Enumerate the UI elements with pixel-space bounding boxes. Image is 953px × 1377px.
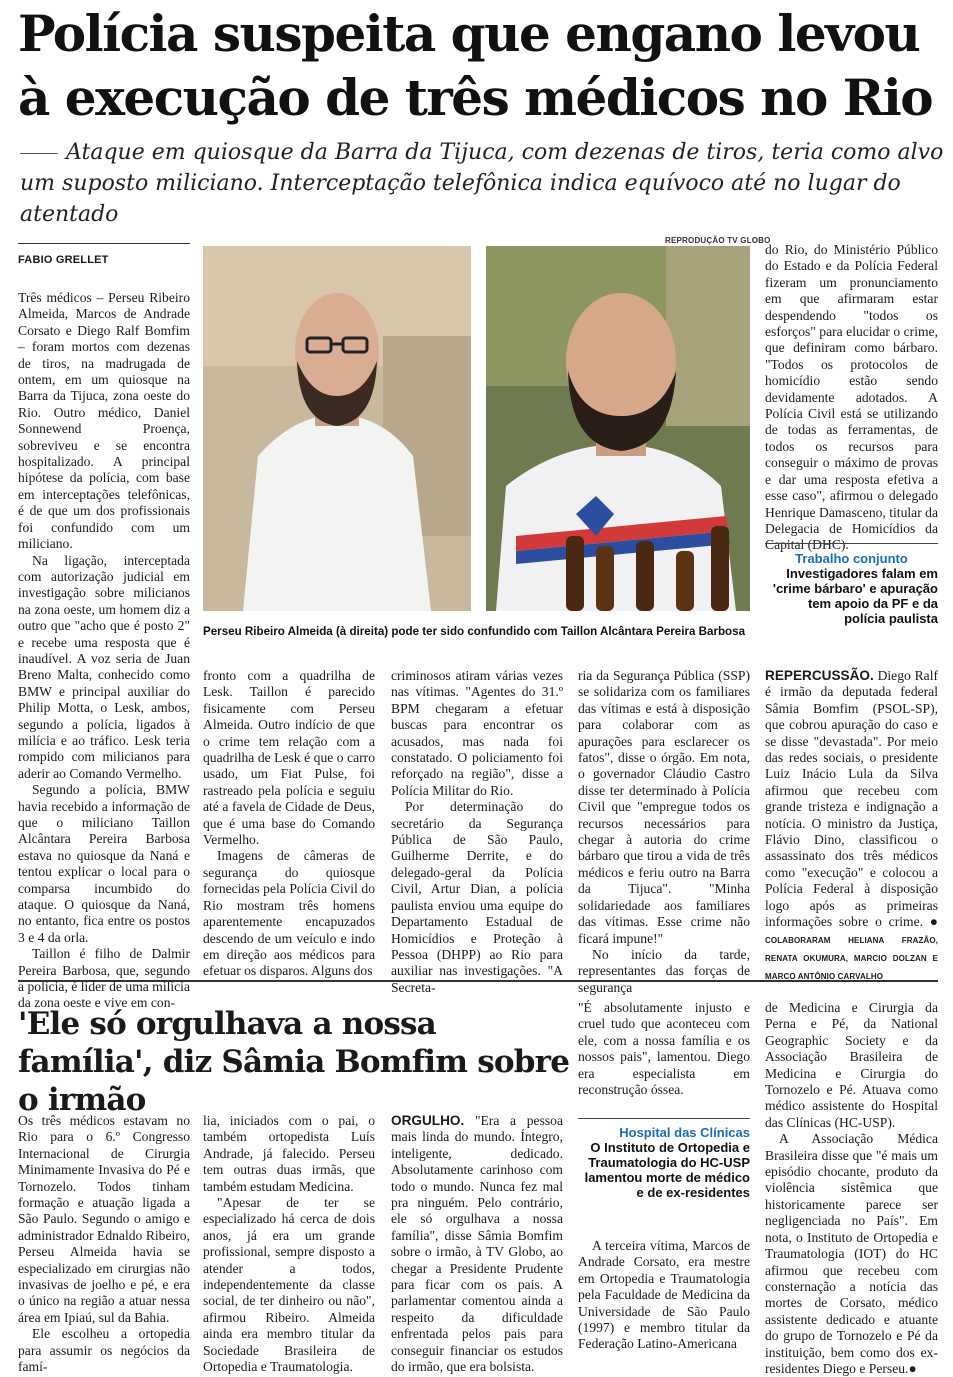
subheadline-rule: [20, 153, 58, 154]
paragraph: "Apesar de ter se especializado há cerca de dois anos, já era um grande profissional, sempre disposto a atender a todos, independentemente da classe social, de ter dinheiro ou não", afirmou Ribeiro. Almeida ainda era membro titular da Sociedade Brasileira de Ortopedia e Traumatologia.: [203, 1195, 375, 1375]
article2-column-4-bottom: [578, 1238, 750, 1353]
article1-column-1: [18, 290, 190, 1012]
photo-left: [203, 246, 471, 611]
paragraph: [765, 668, 938, 986]
subheadline: [20, 137, 950, 230]
article2-column-4-top: [578, 1000, 750, 1098]
box-kicker: Hospital das Clínicas: [619, 1125, 750, 1140]
box-divider: [578, 1118, 750, 1119]
article2-column-5: [765, 1000, 938, 1377]
article1-column-2: [203, 668, 375, 980]
subheadline-text: Ataque em quiosque da Barra da Tijuca, com dezenas de tiros, teria como alvo um suposto miliciano. Interceptação telefônica indica equívoco até no lugar do atentado: [20, 140, 944, 227]
article1-column-5-top: [765, 242, 938, 554]
end-mark: ●: [908, 1360, 917, 1376]
box-title: Investigadores falam em 'crime bárbaro' e apuração tem apoio da PF e da polícia paulista: [772, 566, 938, 626]
paragraph: ria da Segurança Pública (SSP) se solidariza com os familiares das vítimas e está à disposição para colaborar com as apurações para esclarecer os fatos", disse o órgão. Em nota, o governador Cláudio Castro disse ter determinado à Polícia Civil que "empregue todos os recursos necessários para chegar à autoria do crime bárbaro que tirou a vida de três médicos e feriu outro na Barra da Tijuca". "Minha solidariedade aos familiares das vítimas. Esse crime não ficará impune!": [578, 668, 750, 946]
paragraph: de Medicina e Cirurgia da Perna e Pé, da National Geographic Society e da Associação Brasileira de Medicina e Cirurgia do Tornozelo e Pé. Atuava como médico assistente do Hospital das Clínicas (HC-USP).: [765, 1000, 938, 1130]
paragraph: fronto com a quadrilha de Lesk. Taillon é parecido fisicamente com Perseu Almeida. Outro indício de que o crime tem relação com a quadrilha de Lesk é que o carro usado, um Fiat Pulse, foi rastreado pela polícia e seguiu até a favela de Cidade de Deus, que é uma base do Comando Vermelho.: [203, 668, 375, 848]
paragraph: Taillon é filho de Dalmir Pereira Barbosa, que, segundo a polícia, é líder de uma milícia da zona oeste e vive em con-: [18, 946, 190, 1011]
paragraph: do Rio, do Ministério Público do Estado e da Polícia Federal fizeram um pronunciamento em que afirmaram estar despendendo "todos os esforços" para elucidar o crime, que definiram como bárbaro. "Todos os protocolos de homicídio estão sendo devidamente adotados. A Polícia Civil está se utilizando de todas as ferramentas, de todos os recursos para conseguir o máximo de provas e dar uma resposta efetiva a esse caso", afirmou o delegado Henrique Damasceno, titular da Delegacia de Homicídios da Capital (DHC).: [765, 242, 938, 553]
article2-column-3: [391, 1113, 563, 1376]
photo-right-image: [486, 246, 750, 611]
main-headline: Polícia suspeita que engano levou à execução de três médicos no Rio: [18, 4, 933, 127]
paragraph: "É absolutamente injusto e cruel tudo que aconteceu com ele, com a nossa família e os nossos pais", lamentou. Diego era especialista em reconstrução óssea.: [578, 1000, 750, 1098]
byline: FABIO GRELLET: [18, 243, 190, 266]
article1-column-5-bottom: [765, 668, 938, 986]
paragraph: [391, 1113, 563, 1376]
paragraph: Os três médicos estavam no Rio para o 6.º Congresso Internacional de Cirurgia Minimamente Invasiva do Pé e Tornozelo. Todos tinham formação e atuação ligada a São Paulo. Segundo o amigo e administrador Ednaldo Ribeiro, Perseu Almeida havia se especializado em cirurgias não invasivas de joelho e pé, e era o único na região a atuar nessa área em Ipiaú, sul da Bahia.: [18, 1113, 190, 1325]
paragraph: lia, iniciados com o pai, o também ortopedista Luís Andrade, já falecido. Perseu tem outras duas irmãs, que também estudam Medicina.: [203, 1113, 375, 1194]
box-divider: [765, 543, 938, 544]
photo-caption: Perseu Ribeiro Almeida (à direita) pode ter sido confundido com Taillon Alcântara Pereira Barbosa: [203, 625, 746, 638]
end-mark: ●: [929, 914, 938, 930]
box-hospital-das-clinicas: [578, 1125, 750, 1200]
contributors: COLABORARAM HELIANA FRAZÃO, RENATA OKUMURA, MARCIO DOLZAN E MARCO ANTÔNIO CARVALHO: [765, 935, 938, 982]
box-kicker: Trabalho conjunto: [795, 551, 908, 566]
lead-in-repercussao: REPERCUSSÃO.: [765, 668, 874, 683]
paragraph: Segundo a polícia, BMW havia recebido a informação de que o miliciano Taillon Alcântara Pereira Barbosa estava no quiosque da Naná e tentou explicar o local para o comparsa incumbido do ataque. O quiosque da Naná, no entanto, fica entre os postos 3 e 4 da orla.: [18, 782, 190, 945]
box-title: O Instituto de Ortopedia e Traumatologia do HC-USP lamentou morte de médico e de ex-residentes: [584, 1140, 750, 1200]
paragraph: No início da tarde, representantes das forças de segurança: [578, 946, 750, 995]
article2-column-1: [18, 1113, 190, 1376]
paragraph: Por determinação do secretário da Segurança Pública de São Paulo, Guilherme Derrite, e do delegado-geral da Polícia Civil, Artur Dian, a polícia paulista enviou uma equipe do Departamento Estadual de Homicídios e Proteção à Pessoa (DHPP) ao Rio para auxiliar nas investigações. "A Secreta-: [391, 799, 563, 995]
article1-column-3: [391, 668, 563, 996]
paragraph: Ele escolheu a ortopedia para assumir os negócios da famí-: [18, 1326, 190, 1375]
box-trabalho-conjunto: [765, 551, 938, 626]
photo-right: [486, 246, 750, 611]
article1-column-4: [578, 668, 750, 996]
photo-credit: REPRODUÇÃO TV GLOBO: [665, 236, 771, 245]
paragraph-text: Diego Ralf é irmão da deputada federal Sâmia Bomfim (PSOL-SP), que cobrou apuração do caso e se disse "devastada". Por meio das redes sociais, o presidente Luiz Inácio Lula da Silva afirmou que recebeu com grande tristeza e indignação a notícia. O ministro da Justiça, Flávio Dino, classificou o assassinato dos três médicos como "execução" e colocou a Polícia Federal à disposição logo após as primeiras informações sobre o crime.: [765, 668, 938, 930]
article2-headline: 'Ele só orgulhava a nossa família', diz Sâmia Bomfim sobre o irmão: [18, 1006, 570, 1118]
lead-in-orgulho: ORGULHO.: [391, 1113, 465, 1128]
article2-column-2: [203, 1113, 375, 1376]
paragraph: Imagens de câmeras de segurança do quiosque fornecidas pela Polícia Civil do Rio mostram três homens aparentemente encapuzados descendo de um veículo e indo em direção aos médicos para efetuar os disparos. Alguns dos: [203, 848, 375, 979]
paragraph: [765, 1131, 938, 1377]
paragraph: A terceira vítima, Marcos de Andrade Corsato, era mestre em Ortopedia e Traumatologia pela Faculdade de Medicina da Universidade de São Paulo (1997) e membro titular da Federação Latino-Americana: [578, 1238, 750, 1352]
paragraph: criminosos atiram várias vezes nas vítimas. "Agentes do 31.º BPM chegaram a efetuar buscas para encontrar os acusados, mas nada foi constatado. O policiamento foi reforçado na região", disse a Polícia Militar do Rio.: [391, 668, 563, 798]
paragraph-text: A Associação Médica Brasileira disse que "é mais um episódio chocante, produto da violência sistêmica que historicamente parece ser negligenciada no País". Em nota, o Instituto de Ortopedia e Traumatologia (IOT) do HC afirmou que recebeu com consternação a notícia das mortes de Corsato, médico assistente dedicado e atuante do grupo de Tornozelo e Pé da instituição, bem como dos ex-residentes Diego e Perseu.: [765, 1131, 938, 1376]
paragraph: Três médicos – Perseu Ribeiro Almeida, Marcos de Andrade Corsato e Diego Ralf Bomfim – foram mortos com dezenas de tiros, na madrugada de ontem, em um quiosque na Barra da Tijuca, zona oeste do Rio. Outro médico, Daniel Sonnewend Proença, sobreviveu e se encontra hospitalizado. A principal hipótese da polícia, com base em interceptações telefônicas, é de que um dos profissionais foi confundido com um miliciano.: [18, 290, 190, 552]
paragraph: Na ligação, interceptada com autorização judicial em investigação sobre milicianos na zona oeste, um homem diz a outro que "acho que é posto 2" e recebe uma resposta que é inaudível. A voz seria de Juan Breno Malta, conhecido como BMW e principal auxiliar do Philip Motta, o Lesk, ambos, segundo a polícia, ligados à milícia e ao tráfico. Lesk teria rompido com milicianos para aderir ao Comando Vermelho.: [18, 552, 190, 781]
paragraph-text: "Era a pessoa mais linda do mundo. Íntegro, inteligente, dedicado. Absolutamente carinhoso com todo o mundo. Nunca fez mal pra ninguém. Pelo contrário, ele só orgulhava a nossa família", disse Sâmia Bomfim sobre o irmão, à TV Globo, ao chegar a Presidente Prudente para ficar com os pais. A parlamentar comentou ainda a respeito da dificuldade enfrentada pelos pais para conseguir financiar os estudos do irmão, que era bolsista.: [391, 1113, 563, 1375]
photo-left-image: [203, 246, 471, 611]
section-divider: [18, 980, 938, 982]
